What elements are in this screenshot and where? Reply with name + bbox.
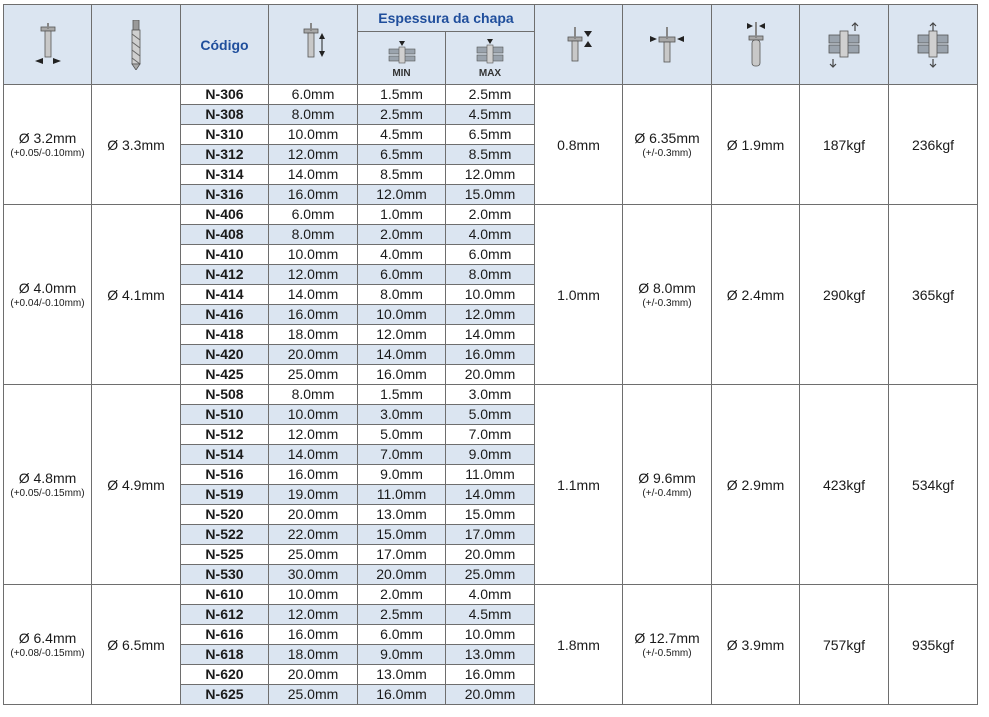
mandrel-diameter: Ø 3.9mm [712, 585, 800, 705]
shear-strength: 290kgf [800, 205, 889, 385]
thickness-max: 20.0mm [446, 545, 535, 565]
rivet-length: 22.0mm [269, 525, 358, 545]
rivet-length: 8.0mm [269, 385, 358, 405]
rivet-length: 16.0mm [269, 465, 358, 485]
rivet-code: N-425 [181, 365, 269, 385]
thickness-min: 9.0mm [358, 465, 446, 485]
thickness-max: 16.0mm [446, 345, 535, 365]
thickness-min: 2.5mm [358, 105, 446, 125]
rivet-code: N-310 [181, 125, 269, 145]
rivet-code: N-530 [181, 565, 269, 585]
mandrel-diameter: Ø 2.4mm [712, 205, 800, 385]
rivet-code: N-520 [181, 505, 269, 525]
rivet-length: 6.0mm [269, 85, 358, 105]
thickness-max: 9.0mm [446, 445, 535, 465]
body-diameter: Ø 4.0mm [18, 279, 77, 296]
table-row [4, 385, 978, 405]
thickness-max: 16.0mm [446, 665, 535, 685]
rivet-code: N-508 [181, 385, 269, 405]
thickness-max: 6.0mm [446, 245, 535, 265]
rivet-code: N-420 [181, 345, 269, 365]
thickness-max: 7.0mm [446, 425, 535, 445]
thickness-max: 4.0mm [446, 585, 535, 605]
rivet-code: N-408 [181, 225, 269, 245]
grip-length-icon [269, 5, 358, 85]
thickness-max: 8.5mm [446, 145, 535, 165]
rivet-length: 20.0mm [269, 665, 358, 685]
head-diameter: Ø 8.0mm [638, 279, 696, 296]
rivet-code: N-316 [181, 185, 269, 205]
rivet-code: N-312 [181, 145, 269, 165]
rivet-code: N-410 [181, 245, 269, 265]
thickness-min: 7.0mm [358, 445, 446, 465]
plate-thickness-min-icon [387, 37, 417, 67]
rivet-code: N-510 [181, 405, 269, 425]
head-diameter: Ø 9.6mm [638, 469, 696, 486]
drill-diameter: Ø 6.5mm [92, 585, 181, 705]
rivet-length: 30.0mm [269, 565, 358, 585]
head-diameter-cell [623, 385, 712, 585]
rivet-code: N-620 [181, 665, 269, 685]
thickness-min: 10.0mm [358, 305, 446, 325]
thickness-max: 20.0mm [446, 685, 535, 705]
rivet-length: 25.0mm [269, 545, 358, 565]
rivet-code: N-306 [181, 85, 269, 105]
body-diameter: Ø 6.4mm [18, 629, 77, 646]
tensile-strength-icon [889, 5, 978, 85]
head-height: 1.0mm [535, 205, 623, 385]
thickness-min: 16.0mm [358, 365, 446, 385]
head-height: 0.8mm [535, 85, 623, 205]
thickness-max: 4.0mm [446, 225, 535, 245]
rivet-code: N-516 [181, 465, 269, 485]
table-row [4, 85, 978, 105]
thickness-min: 14.0mm [358, 345, 446, 365]
rivet-code: N-610 [181, 585, 269, 605]
shear-strength: 757kgf [800, 585, 889, 705]
table-header [4, 5, 978, 85]
table-body [4, 85, 978, 705]
rivet-length: 10.0mm [269, 585, 358, 605]
thickness-min: 1.5mm [358, 85, 446, 105]
head-diameter-tolerance: (+/-0.5mm) [642, 647, 692, 659]
thickness-max: 5.0mm [446, 405, 535, 425]
thickness-min: 12.0mm [358, 325, 446, 345]
head-diameter-cell [623, 585, 712, 705]
body-diameter-cell [4, 205, 92, 385]
table-row [4, 205, 978, 225]
mandrel-diameter: Ø 2.9mm [712, 385, 800, 585]
thickness-min: 1.0mm [358, 205, 446, 225]
rivet-code: N-522 [181, 525, 269, 545]
rivet-body-diameter-icon [4, 5, 92, 85]
thickness-min: 17.0mm [358, 545, 446, 565]
rivet-code: N-625 [181, 685, 269, 705]
tensile-strength: 365kgf [889, 205, 978, 385]
rivet-length: 8.0mm [269, 105, 358, 125]
thickness-max: 17.0mm [446, 525, 535, 545]
rivet-length: 8.0mm [269, 225, 358, 245]
head-diameter-tolerance: (+/-0.4mm) [642, 487, 692, 499]
thickness-min: 1.5mm [358, 385, 446, 405]
tensile-strength: 935kgf [889, 585, 978, 705]
body-diameter-tolerance: (+0.08/-0.15mm) [10, 647, 85, 659]
rivet-length: 10.0mm [269, 125, 358, 145]
thickness-max: 15.0mm [446, 185, 535, 205]
thickness-max: 15.0mm [446, 505, 535, 525]
head-diameter: Ø 12.7mm [634, 629, 700, 646]
head-diameter: Ø 6.35mm [634, 129, 700, 146]
rivet-length: 19.0mm [269, 485, 358, 505]
drill-diameter: Ø 4.1mm [92, 205, 181, 385]
thickness-max: 13.0mm [446, 645, 535, 665]
head-height: 1.1mm [535, 385, 623, 585]
drill-diameter: Ø 4.9mm [92, 385, 181, 585]
rivet-length: 16.0mm [269, 305, 358, 325]
rivet-length: 14.0mm [269, 165, 358, 185]
body-diameter-cell [4, 385, 92, 585]
thickness-max: 4.5mm [446, 105, 535, 125]
thickness-min: 6.0mm [358, 625, 446, 645]
thickness-min: 12.0mm [358, 185, 446, 205]
thickness-max: 14.0mm [446, 325, 535, 345]
rivet-code: N-612 [181, 605, 269, 625]
table-row [4, 585, 978, 605]
max-label: MAX [478, 68, 502, 79]
rivet-length: 18.0mm [269, 645, 358, 665]
rivet-length: 14.0mm [269, 285, 358, 305]
thickness-min: 11.0mm [358, 485, 446, 505]
thickness-min: 6.5mm [358, 145, 446, 165]
rivet-length: 14.0mm [269, 445, 358, 465]
drill-bit-icon [92, 5, 181, 85]
rivet-code: N-414 [181, 285, 269, 305]
min-label: MIN [392, 68, 411, 79]
rivet-code: N-406 [181, 205, 269, 225]
thickness-max: 3.0mm [446, 385, 535, 405]
thickness-max: 10.0mm [446, 625, 535, 645]
head-diameter-cell [623, 205, 712, 385]
thickness-min: 8.5mm [358, 165, 446, 185]
rivet-length: 12.0mm [269, 605, 358, 625]
thickness-min: 20.0mm [358, 565, 446, 585]
body-diameter-tolerance: (+0.05/-0.15mm) [10, 487, 85, 499]
thickness-min: 4.0mm [358, 245, 446, 265]
thickness-min: 13.0mm [358, 665, 446, 685]
thickness-min: 8.0mm [358, 285, 446, 305]
shear-strength-icon [800, 5, 889, 85]
rivet-code: N-418 [181, 325, 269, 345]
body-diameter-tolerance: (+0.04/-0.10mm) [10, 297, 85, 309]
rivet-code: N-308 [181, 105, 269, 125]
drill-diameter: Ø 3.3mm [92, 85, 181, 205]
rivet-code: N-314 [181, 165, 269, 185]
rivet-code: N-618 [181, 645, 269, 665]
thickness-min: 2.0mm [358, 225, 446, 245]
tensile-strength: 236kgf [889, 85, 978, 205]
thickness-min: 5.0mm [358, 425, 446, 445]
rivet-length: 25.0mm [269, 365, 358, 385]
rivet-code: N-519 [181, 485, 269, 505]
thickness-min: 2.0mm [358, 585, 446, 605]
thickness-min: 6.0mm [358, 265, 446, 285]
thickness-max: 6.5mm [446, 125, 535, 145]
tensile-strength: 534kgf [889, 385, 978, 585]
rivet-length: 12.0mm [269, 145, 358, 165]
rivet-length: 12.0mm [269, 265, 358, 285]
mandrel-diameter-icon [712, 5, 800, 85]
codigo-header: Código [181, 5, 269, 85]
thickness-min: 13.0mm [358, 505, 446, 525]
rivet-code: N-412 [181, 265, 269, 285]
rivet-spec-table [3, 4, 978, 705]
espessura-header: Espessura da chapa [358, 5, 535, 32]
plate-thickness-min-header [358, 32, 446, 85]
rivet-code: N-525 [181, 545, 269, 565]
plate-thickness-max-icon [475, 37, 505, 67]
thickness-max: 11.0mm [446, 465, 535, 485]
head-diameter-icon [623, 5, 712, 85]
mandrel-diameter: Ø 1.9mm [712, 85, 800, 205]
rivet-length: 25.0mm [269, 685, 358, 705]
rivet-length: 10.0mm [269, 245, 358, 265]
rivet-length: 10.0mm [269, 405, 358, 425]
head-height-icon [535, 5, 623, 85]
rivet-code: N-416 [181, 305, 269, 325]
head-height: 1.8mm [535, 585, 623, 705]
rivet-length: 16.0mm [269, 185, 358, 205]
thickness-max: 8.0mm [446, 265, 535, 285]
body-diameter-cell [4, 85, 92, 205]
thickness-min: 15.0mm [358, 525, 446, 545]
shear-strength: 187kgf [800, 85, 889, 205]
body-diameter: Ø 3.2mm [18, 129, 77, 146]
body-diameter-tolerance: (+0.05/-0.10mm) [10, 147, 85, 159]
shear-strength: 423kgf [800, 385, 889, 585]
rivet-code: N-616 [181, 625, 269, 645]
thickness-max: 2.0mm [446, 205, 535, 225]
thickness-max: 4.5mm [446, 605, 535, 625]
head-diameter-tolerance: (+/-0.3mm) [642, 297, 692, 309]
thickness-max: 2.5mm [446, 85, 535, 105]
thickness-min: 4.5mm [358, 125, 446, 145]
thickness-min: 9.0mm [358, 645, 446, 665]
thickness-max: 20.0mm [446, 365, 535, 385]
thickness-max: 14.0mm [446, 485, 535, 505]
rivet-length: 6.0mm [269, 205, 358, 225]
plate-thickness-max-header [446, 32, 535, 85]
head-diameter-tolerance: (+/-0.3mm) [642, 147, 692, 159]
thickness-max: 12.0mm [446, 165, 535, 185]
thickness-min: 2.5mm [358, 605, 446, 625]
thickness-max: 25.0mm [446, 565, 535, 585]
thickness-min: 3.0mm [358, 405, 446, 425]
rivet-length: 18.0mm [269, 325, 358, 345]
thickness-max: 12.0mm [446, 305, 535, 325]
thickness-min: 16.0mm [358, 685, 446, 705]
head-diameter-cell [623, 85, 712, 205]
rivet-code: N-512 [181, 425, 269, 445]
rivet-length: 12.0mm [269, 425, 358, 445]
body-diameter-cell [4, 585, 92, 705]
body-diameter: Ø 4.8mm [18, 469, 77, 486]
rivet-length: 20.0mm [269, 505, 358, 525]
rivet-length: 20.0mm [269, 345, 358, 365]
rivet-length: 16.0mm [269, 625, 358, 645]
rivet-code: N-514 [181, 445, 269, 465]
thickness-max: 10.0mm [446, 285, 535, 305]
